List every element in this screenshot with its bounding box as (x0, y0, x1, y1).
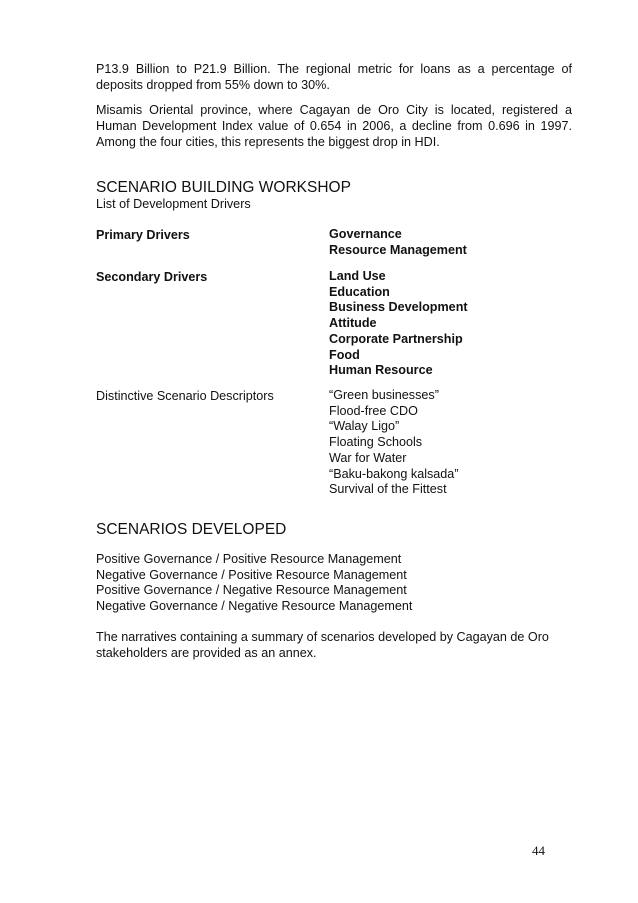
workshop-heading: SCENARIO BUILDING WORKSHOP (96, 179, 351, 196)
scenarios-developed-heading: SCENARIOS DEVELOPED (96, 521, 287, 538)
secondary-drivers-list (329, 269, 468, 379)
primary-driver-item: Governance (329, 227, 402, 241)
descriptors-list (329, 388, 459, 498)
secondary-drivers-label: Secondary Drivers (96, 270, 208, 284)
secondary-driver-item: Human Resource (329, 363, 433, 378)
descriptor-item: Floating Schools (329, 435, 423, 450)
descriptor-item: War for Water (329, 450, 407, 465)
closing-paragraph: The narratives containing a summary of scenarios developed by Cagayan de Oro stakeholders are provided as an annex. (96, 630, 549, 660)
primary-drivers-label: Primary Drivers (96, 228, 190, 242)
descriptor-item: “Green businesses” (329, 388, 439, 402)
paragraph-hdi: Misamis Oriental province, where Cagayan de Oro City is located, registered a Human Development Index value of 0.654 in 2006, a decline from 0.696 in 1997. Among the four cities, this represents the biggest drop in HDI. (96, 103, 572, 149)
descriptors-label: Distinctive Scenario Descriptors (96, 389, 274, 403)
descriptor-item: Survival of the Fittest (329, 482, 447, 497)
primary-driver-item: Resource Management (329, 242, 467, 257)
scenario-item: Negative Governance / Positive Resource Management (96, 567, 407, 582)
descriptor-item: “Walay Ligo” (329, 419, 400, 434)
scenario-item: Positive Governance / Negative Resource Management (96, 583, 407, 597)
secondary-driver-item: Land Use (329, 269, 386, 283)
primary-drivers-list (329, 227, 467, 258)
scenario-item: Negative Governance / Negative Resource Management (96, 598, 413, 613)
scenarios-list (96, 552, 412, 614)
workshop-subheading: List of Development Drivers (96, 197, 251, 211)
secondary-driver-item: Attitude (329, 316, 377, 331)
page-number: 44 (532, 843, 545, 858)
descriptor-item: “Baku-bakong kalsada” (329, 466, 459, 481)
paragraph-loans: P13.9 Billion to P21.9 Billion. The regional metric for loans as a percentage of deposits dropped from 55% down to 30%. (96, 62, 572, 92)
secondary-driver-item: Food (329, 347, 360, 362)
scenario-item: Positive Governance / Positive Resource Management (96, 552, 402, 566)
secondary-driver-item: Corporate Partnership (329, 331, 463, 346)
secondary-driver-item: Business Development (329, 300, 468, 315)
descriptor-item: Flood-free CDO (329, 403, 418, 418)
secondary-driver-item: Education (329, 284, 390, 299)
